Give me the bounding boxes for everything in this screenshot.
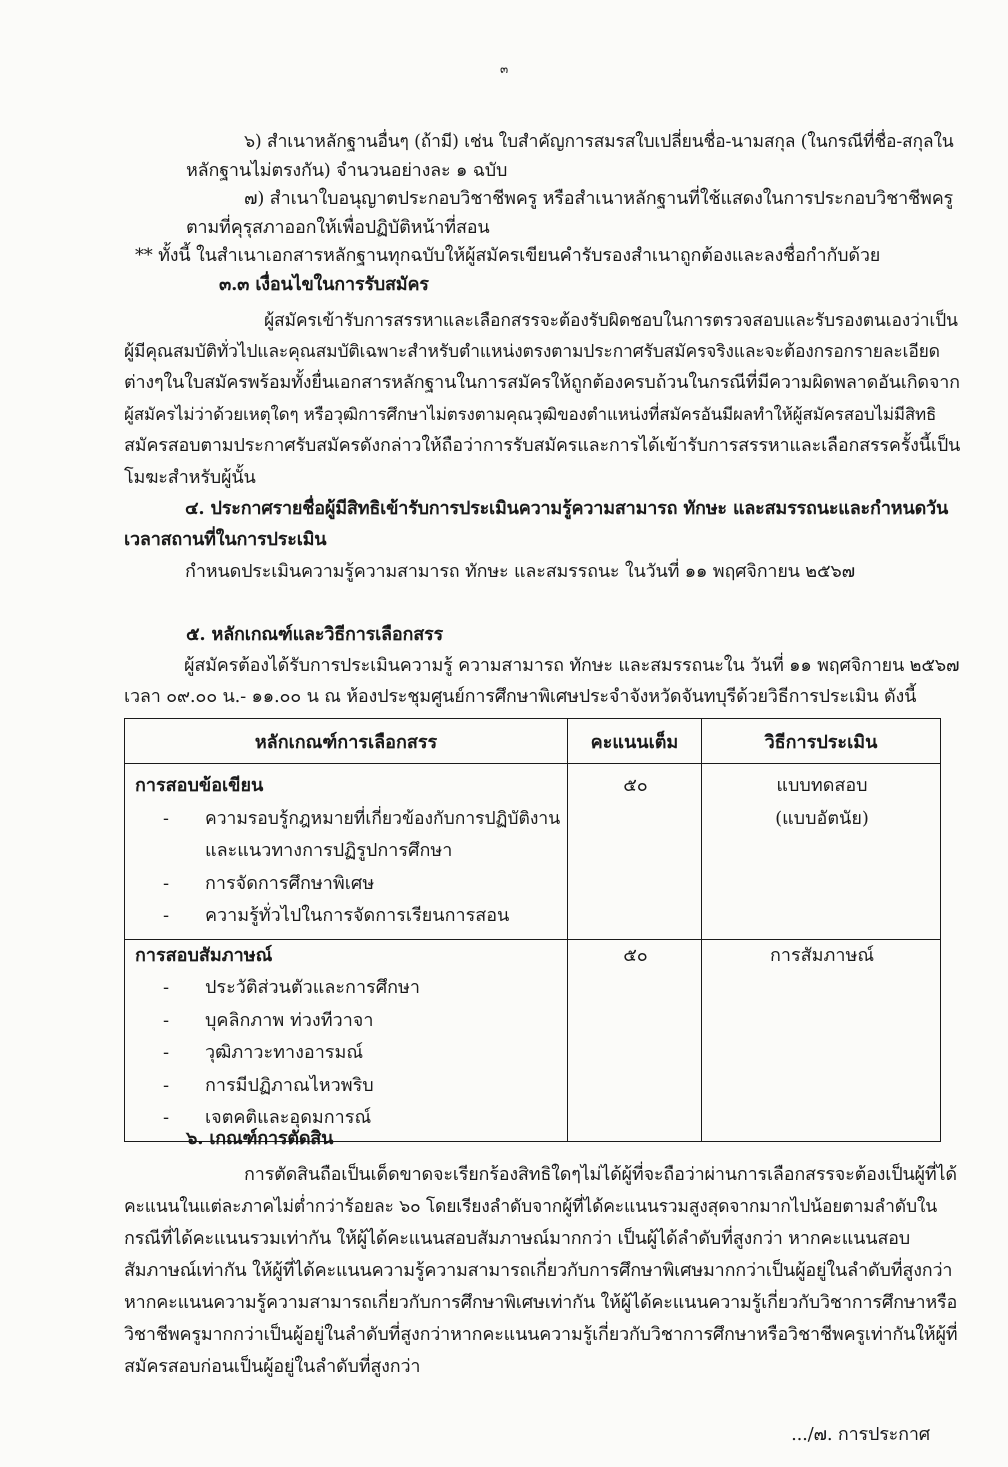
written-score: ๕๐ bbox=[623, 775, 648, 796]
section-3-3-heading: ๓.๓ เงื่อนไขในการรับสมัคร bbox=[219, 274, 429, 295]
interview-score: ๕๐ bbox=[623, 944, 648, 966]
certification-note: ** ทั้งนี้ ในสำเนาเอกสารหลักฐานทุกฉบับให้ผู้สมัครเขียนคำรับรองสำเนาถูกต้องและลงชื่อกำกับด้วย bbox=[135, 245, 881, 266]
list-item: - ความรอบรู้กฎหมายที่เกี่ยวข้องกับการปฏิบัติงาน bbox=[135, 803, 559, 836]
section-6-para-2: คะแนนในแต่ละภาคไม่ต่ำกว่าร้อยละ ๖๐ โดยเรียงลำดับจากผู้ที่ได้คะแนนรวมสูงสุดจากมากไปน้อยตามลำดับใน bbox=[124, 1197, 937, 1217]
item-6-line-2: หลักฐานไม่ตรงกัน) จำนวนอย่างละ ๑ ฉบับ bbox=[186, 160, 508, 181]
section-3-3-para-4: ผู้สมัครไม่ว่าด้วยเหตุใดๆ หรือวุฒิการศึกษาไม่ตรงตามคุณวุฒิของตำแหน่งที่สมัครอันมีผลทำให้ผู้สมัครสอบไม่มีสิทธิ bbox=[124, 405, 937, 425]
section-6-para-1: การตัดสินถือเป็นเด็ดขาดจะเรียกร้องสิทธิใดๆไม่ได้ผู้ที่จะถือว่าผ่านการเลือกสรรจะต้องเป็นผู้ที่ได้ bbox=[244, 1164, 957, 1185]
item-7-line-2: ตามที่คุรุสภาออกให้เพื่อปฏิบัติหน้าที่สอน bbox=[186, 217, 490, 238]
bullet-dash: - bbox=[163, 905, 170, 926]
interview-criteria-cell bbox=[125, 939, 568, 1141]
section-6-para-6: วิชาชีพครูมากกว่าเป็นผู้อยู่ในลำดับที่สูงกว่าหากคะแนนความรู้เกี่ยวกับวิชาการศึกษาหรือวิชาชีพครูเท่ากันให้ผู้ที่ bbox=[124, 1324, 958, 1345]
list-item: - วุฒิภาวะทางอารมณ์ bbox=[135, 1037, 559, 1070]
section-5-heading: ๕. หลักเกณฑ์และวิธีการเลือกสรร bbox=[186, 624, 443, 645]
bullet-dash: - bbox=[163, 1009, 170, 1031]
bullet-dash: - bbox=[163, 977, 170, 998]
interview-exam-title: การสอบสัมภาษณ์ bbox=[135, 944, 273, 966]
written-method-cell bbox=[702, 764, 941, 940]
list-item: - ความรู้ทั่วไปในการจัดการเรียนการสอน bbox=[135, 900, 559, 933]
section-6-para-3: กรณีที่ได้คะแนนรวมเท่ากัน ให้ผู้ได้คะแนนสอบสัมภาษณ์มากกว่า เป็นผู้ได้ลำดับที่สูงกว่า หากคะแนนสอบ bbox=[124, 1228, 910, 1249]
next-page-reference: .../๗. การประกาศ bbox=[791, 1424, 930, 1445]
section-6-para-7: สมัครสอบก่อนเป็นผู้อยู่ในลำดับที่สูงกว่า bbox=[124, 1356, 421, 1377]
bullet-dash: - bbox=[163, 1042, 170, 1063]
interview-score-cell bbox=[568, 939, 702, 1141]
bullet-dash: - bbox=[163, 1107, 170, 1128]
list-item: - การจัดการศึกษาพิเศษ bbox=[135, 868, 559, 901]
section-4-para: กำหนดประเมินความรู้ความสามารถ ทักษะ และสมรรถนะ ในวันที่ ๑๑ พฤศจิกายน ๒๕๖๗ bbox=[185, 561, 855, 582]
table-row-interview bbox=[125, 939, 941, 1141]
bullet-dash: - bbox=[163, 872, 170, 894]
section-4-heading-1: ๔. ประกาศรายชื่อผู้มีสิทธิเข้ารับการประเมินความรู้ความสามารถ ทักษะ และสมรรถนะและกำหนดวัน bbox=[185, 498, 949, 519]
section-4-heading-2: เวลาสถานที่ในการประเมิน bbox=[124, 529, 327, 550]
section-3-3-para-2: ผู้มีคุณสมบัติทั่วไปและคุณสมบัติเฉพาะสำหรับตำแหน่งตรงตามประกาศรับสมัครจริงและจะต้องกรอกรายละเอียด bbox=[124, 342, 940, 362]
item-7-line-1: ๗) สำเนาใบอนุญาตประกอบวิชาชีพครู หรือสำเนาหลักฐานที่ใช้แสดงในการประกอบวิชาชีพครู bbox=[244, 188, 954, 209]
list-item: - บุคลิกภาพ ท่วงทีวาจา bbox=[135, 1005, 559, 1038]
written-criteria-cell bbox=[125, 764, 568, 940]
page-number: ๓ bbox=[499, 62, 508, 76]
section-3-3-para-5: สมัครสอบตามประกาศรับสมัครดังกล่าวให้ถือว่าการรับสมัครและการได้เข้ารับการสรรหาและเลือกสรรครั้งนี้เป็น bbox=[124, 435, 961, 456]
bullet-dash: - bbox=[163, 1074, 170, 1096]
table-header-row bbox=[125, 719, 941, 764]
written-exam-title: การสอบข้อเขียน bbox=[135, 775, 264, 796]
header-full-score: คะแนนเต็ม bbox=[568, 719, 702, 764]
interview-method-cell bbox=[702, 939, 941, 1141]
written-method-1: แบบทดสอบ bbox=[776, 775, 868, 796]
list-item: - เจตคติและอุดมการณ์ bbox=[135, 1102, 559, 1135]
list-item: - การมีปฏิภาณไหวพริบ bbox=[135, 1070, 559, 1103]
written-score-cell bbox=[568, 764, 702, 940]
list-item: - ประวัติส่วนตัวและการศึกษา bbox=[135, 972, 559, 1005]
section-3-3-para-3: ต่างๆในใบสมัครพร้อมทั้งยื่นเอกสารหลักฐานในการสมัครให้ถูกต้องครบถ้วนในกรณีที่มีความผิดพลาดอันเกิดจาก bbox=[124, 372, 960, 393]
criteria-table bbox=[124, 718, 941, 1142]
list-item-continuation: และแนวทางการปฏิรูปการศึกษา bbox=[205, 840, 453, 861]
section-6-para-5: หากคะแนนความรู้ความสามารถเกี่ยวกับการศึกษาพิเศษเท่ากัน ให้ผู้ได้คะแนนความรู้เกี่ยวกับวิชาการศึกษาหรือ bbox=[124, 1292, 958, 1313]
bullet-dash: - bbox=[163, 808, 169, 829]
section-5-para-1: ผู้สมัครต้องได้รับการประเมินความรู้ ความสามารถ ทักษะ และสมรรถนะใน วันที่ ๑๑ พฤศจิกายน ๒๕๖๗ bbox=[184, 655, 960, 676]
section-3-3-para-6: โมฆะสำหรับผู้นั้น bbox=[124, 467, 256, 488]
table-row-written bbox=[125, 764, 941, 940]
section-5-para-2: เวลา ๐๙.๐๐ น.- ๑๑.๐๐ น ณ ห้องประชุมศูนย์การศึกษาพิเศษประจำจังหวัดจันทบุรีด้วยวิธีการประเมิน ดังนี้ bbox=[124, 686, 917, 707]
header-method: วิธีการประเมิน bbox=[702, 719, 941, 764]
section-3-3-para-1: ผู้สมัครเข้ารับการสรรหาและเลือกสรรจะต้องรับผิดชอบในการตรวจสอบและรับรองตนเองว่าเป็น bbox=[264, 311, 958, 331]
written-method-2: (แบบอัตนัย) bbox=[775, 807, 869, 829]
section-6-heading: ๖. เกณฑ์การตัดสิน bbox=[186, 1128, 334, 1149]
interview-method: การสัมภาษณ์ bbox=[769, 944, 875, 966]
header-criteria: หลักเกณฑ์การเลือกสรร bbox=[125, 719, 568, 764]
item-6-line-1: ๖) สำเนาหลักฐานอื่นๆ (ถ้ามี) เช่น ใบสำคัญการสมรสใบเปลี่ยนชื่อ-นามสกุล (ในกรณีที่ชื่อ-สกุลใน bbox=[244, 132, 954, 152]
section-6-para-4: สัมภาษณ์เท่ากัน ให้ผู้ที่ได้คะแนนความรู้ความสามารถเกี่ยวกับการศึกษาพิเศษมากกว่าเป็นผู้อยู่ในลำดับที่สูงกว่า bbox=[124, 1260, 953, 1281]
